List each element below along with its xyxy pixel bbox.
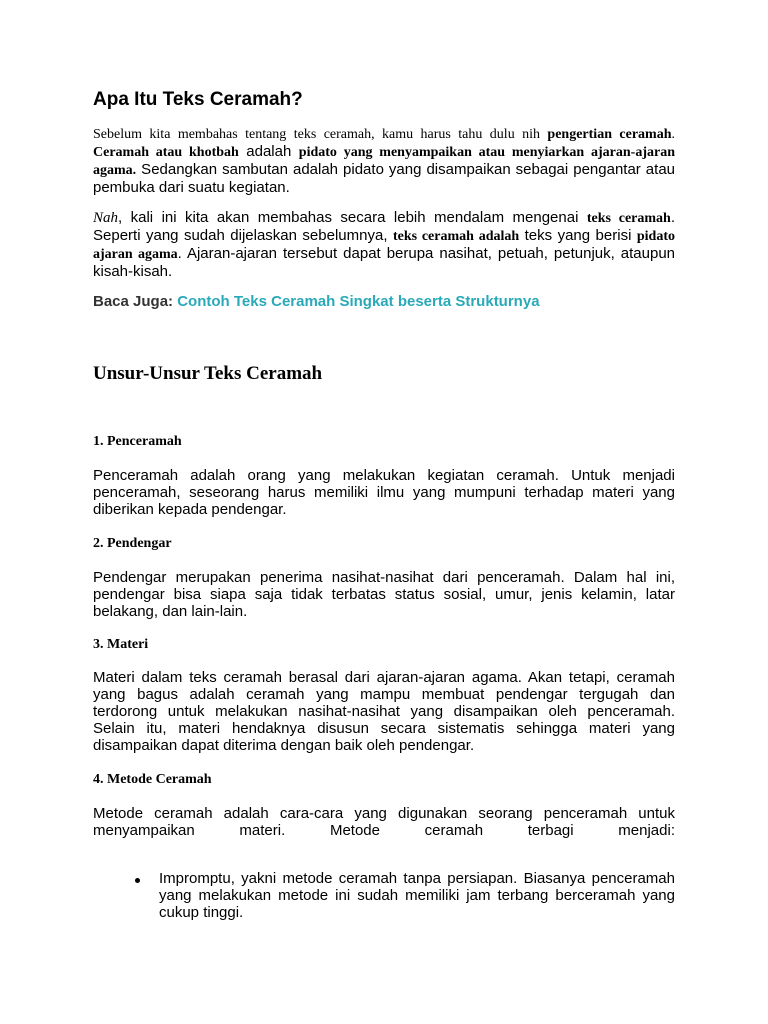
baca-juga: [93, 293, 540, 311]
metode-list: [133, 870, 675, 921]
text-run: Sedangkan sambutan adalah pidato yang disampaikan sebagai pengantar atau pembuka dari suatu kegiatan.: [93, 161, 675, 196]
heading-metode-ceramah: 4. Metode Ceramah: [93, 772, 212, 787]
paragraph-nah: [93, 209, 675, 280]
text-run: , kali ini kita akan membahas secara lebih mendalam mengenai: [118, 209, 587, 226]
paragraph-penceramah: Penceramah adalah orang yang melakukan kegiatan ceramah. Untuk menjadi penceramah, seseorang harus memiliki ilmu yang mumpuni terhadap materi yang diberikan kepada pendengar.: [93, 467, 675, 518]
paragraph-pendengar: Pendengar merupakan penerima nasihat-nasihat dari penceramah. Dalam hal ini, pendengar bisa siapa saja tidak terbatas status sosial, umur, jenis kelamin, latar belakang, dan lain-lain.: [93, 569, 675, 620]
list-item-text: Impromptu, yakni metode ceramah tanpa persiapan. Biasanya penceramah yang melakukan metode ini sudah memiliki jam terbang berceramah yang cukup tinggi.: [159, 870, 675, 921]
italic-run: Nah: [93, 210, 119, 226]
bold-run: teks ceramah adalah: [392, 229, 520, 244]
text-run: adalah: [238, 143, 299, 160]
paragraph-materi: Materi dalam teks ceramah berasal dari ajaran-ajaran agama. Akan tetapi, ceramah yang bagus adalah ceramah yang mampu membuat pendengar tergugah dan terdorong untuk melakukan nasihat-nasihat yang disampaikan oleh penceramah. Selain itu, materi hendaknya disusun secara sistematis sehingga materi yang disampaikan dapat diterima dengan baik oleh pendengar.: [93, 669, 675, 754]
heading-penceramah: 1. Penceramah: [93, 434, 182, 449]
text-run: Sebelum kita membahas tentang teks ceramah, kamu harus tahu dulu nih: [93, 127, 548, 142]
heading-materi: 3. Materi: [93, 637, 149, 652]
list-item: [133, 870, 675, 921]
section-title-apa-itu: Apa Itu Teks Ceramah?: [93, 89, 303, 110]
text-run: .: [671, 127, 675, 142]
heading-pendengar: 2. Pendengar: [93, 536, 172, 551]
paragraph-metode-ceramah: Metode ceramah adalah cara-cara yang digunakan seorang penceramah untuk menyampaikan materi. Metode ceramah terbagi menjadi:: [93, 805, 675, 839]
bold-run: pidato ajaran agama: [93, 229, 675, 262]
text-run: . Ajaran-ajaran tersebut dapat berupa nasihat, petuah, petunjuk, ataupun kisah-kisah.: [93, 245, 675, 280]
text-run: teks yang berisi: [519, 227, 637, 244]
paragraph-pengertian: [93, 126, 675, 197]
bold-run: pidato yang menyampaikan atau menyiarkan ajaran-ajaran agama.: [93, 145, 675, 178]
bold-run: teks ceramah: [586, 211, 671, 226]
bold-run: pengertian ceramah: [547, 127, 672, 142]
bullet-icon: [135, 878, 140, 883]
bold-run: Ceramah atau khotbah: [93, 145, 239, 160]
baca-juga-label: Baca Juga:: [93, 293, 174, 310]
related-article-link[interactable]: Contoh Teks Ceramah Singkat beserta Strukturnya: [177, 293, 540, 310]
section-title-unsur: Unsur-Unsur Teks Ceramah: [93, 363, 323, 384]
text-run: . Seperti yang sudah dijelaskan sebelumnya,: [93, 209, 675, 244]
